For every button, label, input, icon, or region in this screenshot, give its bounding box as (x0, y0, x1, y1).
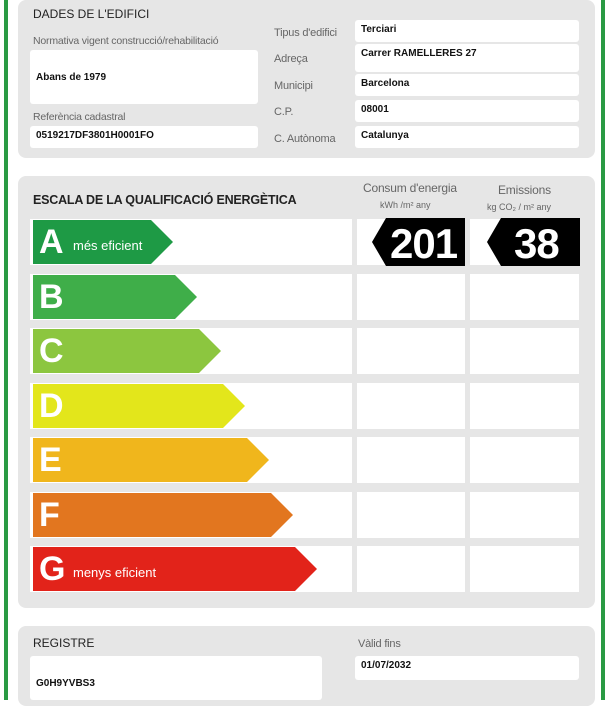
energy-class-caption: menys eficient (73, 565, 157, 580)
energy-class-caption: més eficient (73, 238, 143, 253)
emissions-cell (470, 274, 579, 320)
energy-class-arrow (33, 220, 173, 264)
emissions-cell (470, 492, 579, 538)
energy-class-arrow (33, 493, 293, 537)
emissions-indicator (487, 218, 580, 266)
scale-title: ESCALA DE LA QUALIFICACIÓ ENERGÈTICA (33, 193, 297, 207)
energy-class-letter: G (39, 550, 66, 588)
address-value: Carrer RAMELLERES 27 (355, 44, 579, 72)
type-value: Terciari (355, 20, 579, 42)
register-label: REGISTRE (33, 636, 95, 650)
energy-class-arrow (33, 384, 245, 428)
regulation-label: Normativa vigent construcció/rehabilitació (33, 35, 219, 47)
postcode-label: C.P. (274, 106, 294, 118)
energy-class-arrow (33, 547, 317, 591)
city-label: Municipi (274, 80, 313, 92)
region-label: C. Autònoma (274, 133, 336, 145)
emissions-cell (470, 328, 579, 374)
cadastral-label: Referència cadastral (33, 111, 126, 123)
consumption-cell (357, 437, 465, 483)
emissions-value: 38 (514, 220, 559, 267)
consumption-cell (357, 274, 465, 320)
energy-class-letter: D (39, 387, 64, 425)
emissions-cell (470, 546, 579, 592)
valid-value: 01/07/2032 (355, 656, 579, 680)
emissions-cell (470, 383, 579, 429)
consumption-cell (357, 492, 465, 538)
consumption-cell (357, 546, 465, 592)
postcode-value: 08001 (355, 100, 579, 122)
consumption-value: 201 (390, 220, 458, 267)
energy-class-letter: E (39, 441, 62, 479)
energy-class-letter: F (39, 496, 60, 534)
consumption-header: Consum d'energia (363, 181, 457, 195)
energy-class-letter: C (39, 332, 64, 370)
consumption-indicator (372, 218, 465, 266)
building-section-title: DADES DE L'EDIFICI (33, 7, 150, 21)
regulation-value: Abans de 1979 (30, 50, 258, 104)
region-value: Catalunya (355, 126, 579, 148)
address-label: Adreça (274, 53, 308, 65)
emissions-cell (470, 437, 579, 483)
energy-class-arrow (33, 438, 269, 482)
type-label: Tipus d'edifici (274, 27, 337, 39)
emissions-header: Emissions (498, 183, 551, 197)
consumption-cell (357, 383, 465, 429)
energy-class-letter: A (39, 223, 64, 261)
register-value: G0H9YVBS3 (30, 656, 322, 700)
consumption-unit: kWh /m² any (380, 200, 431, 210)
consumption-cell (357, 328, 465, 374)
cadastral-value: 0519217DF3801H0001FO (30, 126, 258, 148)
city-value: Barcelona (355, 74, 579, 96)
energy-class-arrow (33, 329, 221, 373)
valid-label: Vàlid fins (358, 638, 401, 650)
energy-class-arrow (33, 275, 197, 319)
emissions-unit: kg CO₂ / m² any (487, 202, 552, 212)
energy-class-letter: B (39, 278, 64, 316)
